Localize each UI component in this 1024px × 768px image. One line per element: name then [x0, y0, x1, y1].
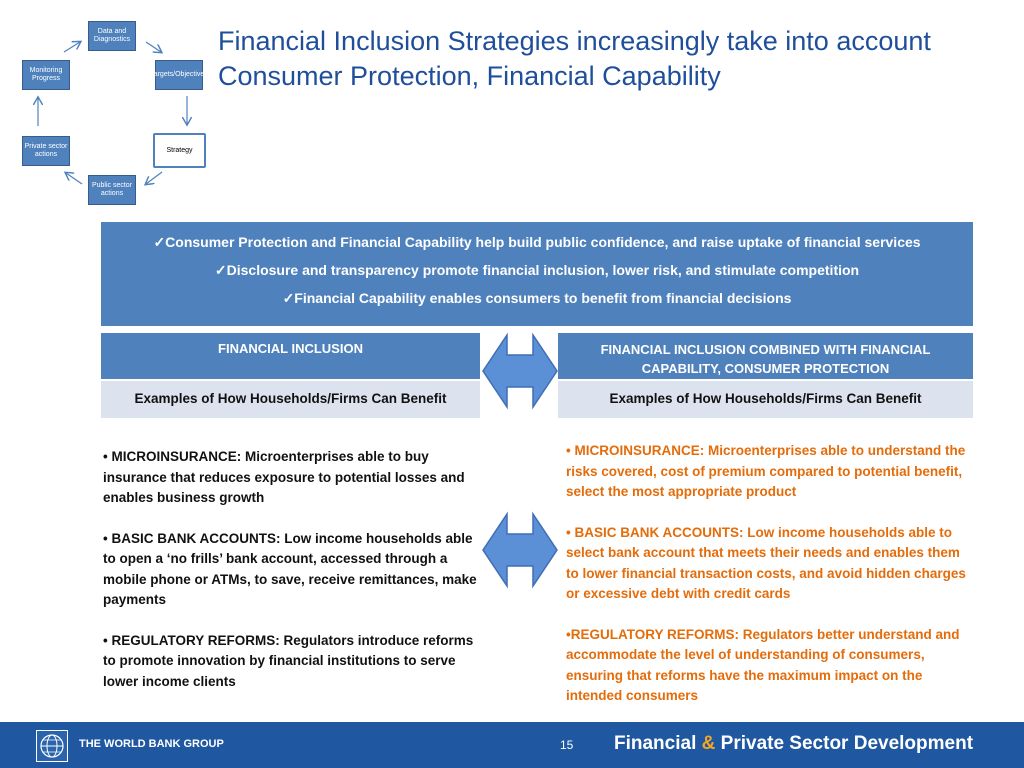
banner-point-3: ✓Financial Capability enables consumers to benefit from financial decisions: [282, 290, 792, 306]
footer-dept-part1: Financial: [614, 733, 702, 754]
arrow-public-to-private: [66, 173, 82, 184]
right-column-header: [558, 333, 973, 379]
cycle-box-targets: Targets/Objectives: [155, 60, 203, 90]
list-item: •REGULATORY REFORMS: Regulators better understand and accommodate the level of understanding of consumers, ensuring that reforms have the maximum impact on the intended consumers: [566, 626, 960, 703]
cycle-box-strategy: Strategy: [153, 133, 206, 168]
cycle-box-data-diagnostics: Data and Diagnostics: [88, 21, 136, 51]
right-column-subheader: Examples of How Households/Firms Can Benefit: [558, 381, 973, 418]
list-item: • REGULATORY REFORMS: Regulators introduce reforms to promote innovation by financial institutions to serve lower income clients: [103, 632, 474, 689]
left-column-header: FINANCIAL INCLUSION: [101, 333, 480, 379]
cycle-box-public-sector: Public sector actions: [88, 175, 136, 205]
double-arrow-icon: [481, 510, 559, 590]
page-number: 15: [560, 738, 574, 752]
list-item: • BASIC BANK ACCOUNTS: Low income households able to open a ‘no frills’ bank account, accessed through a mobile phone or ATMs, to save, receive remittances, make payments: [103, 530, 477, 607]
slide-title: Financial Inclusion Strategies increasingly take into account Consumer Protection, Financial Capability: [218, 26, 931, 91]
list-item: • MICROINSURANCE: Microenterprises able to buy insurance that reduces exposure to potential losses and enables business growth: [103, 449, 465, 505]
cycle-diagram: [0, 0, 220, 210]
footer-department: [614, 733, 973, 755]
banner-point-2: ✓Disclosure and transparency promote financial inclusion, lower risk, and stimulate competition: [214, 262, 860, 278]
footer-organization: THE WORLD BANK GROUP: [79, 738, 224, 750]
right-header-line-1: FINANCIAL INCLUSION COMBINED WITH FINANCIAL: [600, 342, 931, 357]
arrow-data-to-targets: [146, 42, 161, 52]
left-benefits-list: [103, 447, 483, 692]
arrow-strategy-to-public: [146, 172, 162, 184]
left-column-subheader: Examples of How Households/Firms Can Benefit: [101, 381, 480, 418]
key-points-banner: [101, 222, 973, 326]
footer-dept-ampersand: &: [701, 733, 716, 754]
banner-point-1: ✓Consumer Protection and Financial Capability help build public confidence, and raise uptake of financial services: [153, 234, 921, 250]
cycle-box-monitoring: Monitoring Progress: [22, 60, 70, 90]
right-benefits-list: [566, 441, 976, 707]
list-item: • BASIC BANK ACCOUNTS: Low income households able to select bank account that meets their needs and enables them to lower financial transaction costs, and avoid hidden charges or excessive debt with credit cards: [566, 524, 966, 601]
double-arrow-icon: [481, 331, 559, 411]
world-bank-logo-icon: [36, 730, 68, 762]
list-item: • MICROINSURANCE: Microenterprises able to understand the risks covered, cost of premium compared to potential benefit, select the most appropriate product: [566, 443, 966, 499]
footer-dept-part2: Private Sector Development: [715, 733, 974, 754]
cycle-box-private-sector: Private sector actions: [22, 136, 70, 166]
arrow-monitoring-to-data: [64, 42, 80, 52]
right-header-line-2: CAPABILITY, CONSUMER PROTECTION: [641, 361, 890, 376]
